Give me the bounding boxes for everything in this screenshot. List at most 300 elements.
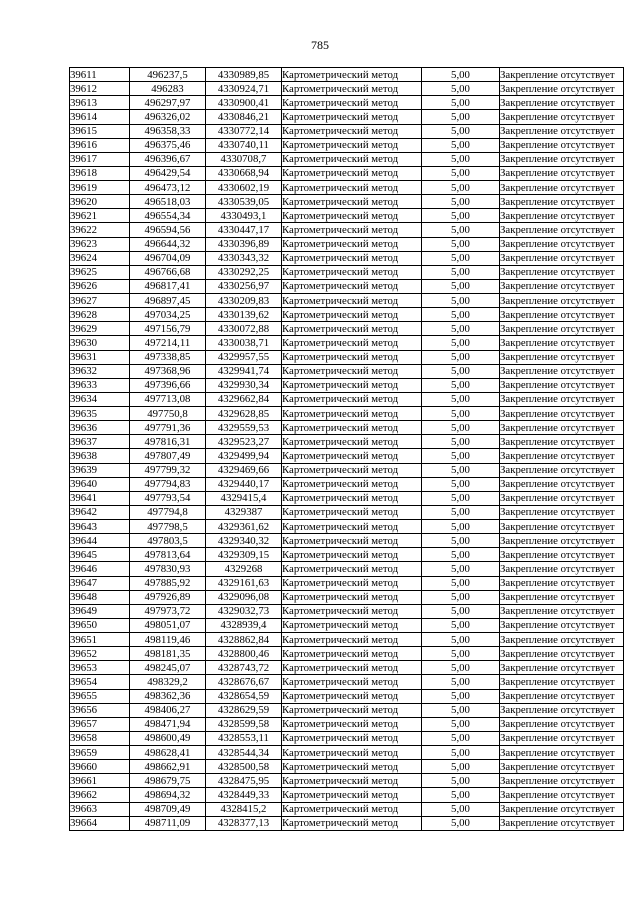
method-cell: Картометрический метод xyxy=(282,308,422,322)
method-cell: Картометрический метод xyxy=(282,364,422,378)
fixation-cell: Закрепление отсутствует xyxy=(500,731,624,745)
accuracy-cell: 5,00 xyxy=(422,534,500,548)
fixation-cell: Закрепление отсутствует xyxy=(500,548,624,562)
accuracy-cell: 5,00 xyxy=(422,322,500,336)
fixation-cell: Закрепление отсутствует xyxy=(500,138,624,152)
fixation-cell: Закрепление отсутствует xyxy=(500,435,624,449)
point-number-cell: 39611 xyxy=(70,68,130,82)
accuracy-cell: 5,00 xyxy=(422,562,500,576)
x-coordinate-cell: 497713,08 xyxy=(130,392,206,406)
accuracy-cell: 5,00 xyxy=(422,181,500,195)
fixation-cell: Закрепление отсутствует xyxy=(500,590,624,604)
x-coordinate-cell: 497338,85 xyxy=(130,350,206,364)
x-coordinate-cell: 498709,49 xyxy=(130,802,206,816)
x-coordinate-cell: 496396,67 xyxy=(130,152,206,166)
accuracy-cell: 5,00 xyxy=(422,294,500,308)
point-number-cell: 39647 xyxy=(70,576,130,590)
y-coordinate-cell: 4329268 xyxy=(206,562,282,576)
x-coordinate-cell: 497034,25 xyxy=(130,308,206,322)
x-coordinate-cell: 497799,32 xyxy=(130,463,206,477)
fixation-cell: Закрепление отсутствует xyxy=(500,661,624,675)
fixation-cell: Закрепление отсутствует xyxy=(500,534,624,548)
accuracy-cell: 5,00 xyxy=(422,110,500,124)
point-number-cell: 39649 xyxy=(70,604,130,618)
accuracy-cell: 5,00 xyxy=(422,223,500,237)
point-number-cell: 39630 xyxy=(70,336,130,350)
method-cell: Картометрический метод xyxy=(282,661,422,675)
method-cell: Картометрический метод xyxy=(282,774,422,788)
fixation-cell: Закрепление отсутствует xyxy=(500,562,624,576)
table-row xyxy=(70,237,624,251)
method-cell: Картометрический метод xyxy=(282,647,422,661)
accuracy-cell: 5,00 xyxy=(422,788,500,802)
point-number-cell: 39618 xyxy=(70,166,130,180)
y-coordinate-cell: 4328654,59 xyxy=(206,689,282,703)
point-number-cell: 39623 xyxy=(70,237,130,251)
y-coordinate-cell: 4329161,63 xyxy=(206,576,282,590)
fixation-cell: Закрепление отсутствует xyxy=(500,308,624,322)
y-coordinate-cell: 4329032,73 xyxy=(206,604,282,618)
point-number-cell: 39660 xyxy=(70,760,130,774)
accuracy-cell: 5,00 xyxy=(422,689,500,703)
table-row xyxy=(70,647,624,661)
fixation-cell: Закрепление отсутствует xyxy=(500,336,624,350)
y-coordinate-cell: 4329559,53 xyxy=(206,421,282,435)
y-coordinate-cell: 4329662,84 xyxy=(206,392,282,406)
method-cell: Картометрический метод xyxy=(282,788,422,802)
point-number-cell: 39652 xyxy=(70,647,130,661)
table-row xyxy=(70,788,624,802)
method-cell: Картометрический метод xyxy=(282,195,422,209)
table-row xyxy=(70,350,624,364)
x-coordinate-cell: 496326,02 xyxy=(130,110,206,124)
accuracy-cell: 5,00 xyxy=(422,633,500,647)
method-cell: Картометрический метод xyxy=(282,265,422,279)
fixation-cell: Закрепление отсутствует xyxy=(500,378,624,392)
y-coordinate-cell: 4329440,17 xyxy=(206,477,282,491)
fixation-cell: Закрепление отсутствует xyxy=(500,463,624,477)
method-cell: Картометрический метод xyxy=(282,166,422,180)
accuracy-cell: 5,00 xyxy=(422,336,500,350)
table-row xyxy=(70,746,624,760)
point-number-cell: 39642 xyxy=(70,505,130,519)
y-coordinate-cell: 4330989,85 xyxy=(206,68,282,82)
fixation-cell: Закрепление отсутствует xyxy=(500,251,624,265)
fixation-cell: Закрепление отсутствует xyxy=(500,802,624,816)
fixation-cell: Закрепление отсутствует xyxy=(500,520,624,534)
method-cell: Картометрический метод xyxy=(282,746,422,760)
point-number-cell: 39613 xyxy=(70,96,130,110)
table-row xyxy=(70,308,624,322)
fixation-cell: Закрепление отсутствует xyxy=(500,223,624,237)
method-cell: Картометрический метод xyxy=(282,703,422,717)
method-cell: Картометрический метод xyxy=(282,138,422,152)
x-coordinate-cell: 497794,8 xyxy=(130,505,206,519)
method-cell: Картометрический метод xyxy=(282,802,422,816)
table-row xyxy=(70,618,624,632)
fixation-cell: Закрепление отсутствует xyxy=(500,760,624,774)
point-number-cell: 39653 xyxy=(70,661,130,675)
y-coordinate-cell: 4329628,85 xyxy=(206,407,282,421)
fixation-cell: Закрепление отсутствует xyxy=(500,279,624,293)
y-coordinate-cell: 4328449,33 xyxy=(206,788,282,802)
x-coordinate-cell: 497368,96 xyxy=(130,364,206,378)
y-coordinate-cell: 4328415,2 xyxy=(206,802,282,816)
table-row xyxy=(70,110,624,124)
x-coordinate-cell: 498119,46 xyxy=(130,633,206,647)
fixation-cell: Закрепление отсутствует xyxy=(500,491,624,505)
point-number-cell: 39643 xyxy=(70,520,130,534)
accuracy-cell: 5,00 xyxy=(422,731,500,745)
accuracy-cell: 5,00 xyxy=(422,576,500,590)
y-coordinate-cell: 4330493,1 xyxy=(206,209,282,223)
table-row xyxy=(70,322,624,336)
x-coordinate-cell: 497885,92 xyxy=(130,576,206,590)
boundary-points-table xyxy=(69,67,624,831)
method-cell: Картометрический метод xyxy=(282,717,422,731)
point-number-cell: 39624 xyxy=(70,251,130,265)
table-row xyxy=(70,82,624,96)
accuracy-cell: 5,00 xyxy=(422,378,500,392)
method-cell: Картометрический метод xyxy=(282,576,422,590)
table-row xyxy=(70,731,624,745)
fixation-cell: Закрепление отсутствует xyxy=(500,364,624,378)
x-coordinate-cell: 497794,83 xyxy=(130,477,206,491)
accuracy-cell: 5,00 xyxy=(422,661,500,675)
point-number-cell: 39662 xyxy=(70,788,130,802)
point-number-cell: 39640 xyxy=(70,477,130,491)
fixation-cell: Закрепление отсутствует xyxy=(500,421,624,435)
point-number-cell: 39645 xyxy=(70,548,130,562)
method-cell: Картометрический метод xyxy=(282,110,422,124)
accuracy-cell: 5,00 xyxy=(422,166,500,180)
x-coordinate-cell: 498362,36 xyxy=(130,689,206,703)
y-coordinate-cell: 4330209,83 xyxy=(206,294,282,308)
y-coordinate-cell: 4329096,08 xyxy=(206,590,282,604)
fixation-cell: Закрепление отсутствует xyxy=(500,604,624,618)
accuracy-cell: 5,00 xyxy=(422,449,500,463)
point-number-cell: 39635 xyxy=(70,407,130,421)
x-coordinate-cell: 497813,64 xyxy=(130,548,206,562)
x-coordinate-cell: 497750,8 xyxy=(130,407,206,421)
accuracy-cell: 5,00 xyxy=(422,237,500,251)
y-coordinate-cell: 4328743,72 xyxy=(206,661,282,675)
point-number-cell: 39641 xyxy=(70,491,130,505)
table-row xyxy=(70,181,624,195)
fixation-cell: Закрепление отсутствует xyxy=(500,152,624,166)
x-coordinate-cell: 497807,49 xyxy=(130,449,206,463)
y-coordinate-cell: 4329340,32 xyxy=(206,534,282,548)
method-cell: Картометрический метод xyxy=(282,279,422,293)
table-row xyxy=(70,152,624,166)
x-coordinate-cell: 496358,33 xyxy=(130,124,206,138)
method-cell: Картометрический метод xyxy=(282,407,422,421)
page-number: 785 xyxy=(311,38,329,52)
accuracy-cell: 5,00 xyxy=(422,590,500,604)
method-cell: Картометрический метод xyxy=(282,181,422,195)
y-coordinate-cell: 4328599,58 xyxy=(206,717,282,731)
accuracy-cell: 5,00 xyxy=(422,195,500,209)
x-coordinate-cell: 496817,41 xyxy=(130,279,206,293)
accuracy-cell: 5,00 xyxy=(422,308,500,322)
method-cell: Картометрический метод xyxy=(282,336,422,350)
accuracy-cell: 5,00 xyxy=(422,717,500,731)
y-coordinate-cell: 4330924,71 xyxy=(206,82,282,96)
point-number-cell: 39633 xyxy=(70,378,130,392)
point-number-cell: 39664 xyxy=(70,816,130,830)
point-number-cell: 39657 xyxy=(70,717,130,731)
x-coordinate-cell: 496429,54 xyxy=(130,166,206,180)
point-number-cell: 39644 xyxy=(70,534,130,548)
accuracy-cell: 5,00 xyxy=(422,96,500,110)
x-coordinate-cell: 497973,72 xyxy=(130,604,206,618)
point-number-cell: 39626 xyxy=(70,279,130,293)
accuracy-cell: 5,00 xyxy=(422,802,500,816)
fixation-cell: Закрепление отсутствует xyxy=(500,124,624,138)
x-coordinate-cell: 498679,75 xyxy=(130,774,206,788)
y-coordinate-cell: 4330038,71 xyxy=(206,336,282,350)
fixation-cell: Закрепление отсутствует xyxy=(500,350,624,364)
table-row xyxy=(70,505,624,519)
x-coordinate-cell: 496766,68 xyxy=(130,265,206,279)
fixation-cell: Закрепление отсутствует xyxy=(500,294,624,308)
accuracy-cell: 5,00 xyxy=(422,760,500,774)
accuracy-cell: 5,00 xyxy=(422,548,500,562)
accuracy-cell: 5,00 xyxy=(422,477,500,491)
fixation-cell: Закрепление отсутствует xyxy=(500,633,624,647)
fixation-cell: Закрепление отсутствует xyxy=(500,237,624,251)
y-coordinate-cell: 4330447,17 xyxy=(206,223,282,237)
x-coordinate-cell: 497791,36 xyxy=(130,421,206,435)
table-row xyxy=(70,675,624,689)
y-coordinate-cell: 4330846,21 xyxy=(206,110,282,124)
accuracy-cell: 5,00 xyxy=(422,774,500,788)
point-number-cell: 39614 xyxy=(70,110,130,124)
table-row xyxy=(70,209,624,223)
method-cell: Картометрический метод xyxy=(282,675,422,689)
point-number-cell: 39639 xyxy=(70,463,130,477)
method-cell: Картометрический метод xyxy=(282,604,422,618)
accuracy-cell: 5,00 xyxy=(422,816,500,830)
table-row xyxy=(70,279,624,293)
table-row xyxy=(70,703,624,717)
fixation-cell: Закрепление отсутствует xyxy=(500,647,624,661)
point-number-cell: 39646 xyxy=(70,562,130,576)
y-coordinate-cell: 4330343,32 xyxy=(206,251,282,265)
x-coordinate-cell: 497926,89 xyxy=(130,590,206,604)
y-coordinate-cell: 4329499,94 xyxy=(206,449,282,463)
method-cell: Картометрический метод xyxy=(282,590,422,604)
x-coordinate-cell: 497798,5 xyxy=(130,520,206,534)
point-number-cell: 39656 xyxy=(70,703,130,717)
x-coordinate-cell: 498181,35 xyxy=(130,647,206,661)
y-coordinate-cell: 4328544,34 xyxy=(206,746,282,760)
y-coordinate-cell: 4328862,84 xyxy=(206,633,282,647)
fixation-cell: Закрепление отсутствует xyxy=(500,746,624,760)
table-body xyxy=(70,68,624,831)
x-coordinate-cell: 498051,07 xyxy=(130,618,206,632)
accuracy-cell: 5,00 xyxy=(422,82,500,96)
point-number-cell: 39631 xyxy=(70,350,130,364)
fixation-cell: Закрепление отсутствует xyxy=(500,477,624,491)
accuracy-cell: 5,00 xyxy=(422,209,500,223)
y-coordinate-cell: 4330539,05 xyxy=(206,195,282,209)
x-coordinate-cell: 498694,32 xyxy=(130,788,206,802)
fixation-cell: Закрепление отсутствует xyxy=(500,265,624,279)
point-number-cell: 39622 xyxy=(70,223,130,237)
method-cell: Картометрический метод xyxy=(282,477,422,491)
fixation-cell: Закрепление отсутствует xyxy=(500,618,624,632)
y-coordinate-cell: 4329415,4 xyxy=(206,491,282,505)
method-cell: Картометрический метод xyxy=(282,152,422,166)
method-cell: Картометрический метод xyxy=(282,68,422,82)
x-coordinate-cell: 496704,09 xyxy=(130,251,206,265)
table-row xyxy=(70,760,624,774)
x-coordinate-cell: 497156,79 xyxy=(130,322,206,336)
accuracy-cell: 5,00 xyxy=(422,618,500,632)
y-coordinate-cell: 4328939,4 xyxy=(206,618,282,632)
accuracy-cell: 5,00 xyxy=(422,604,500,618)
y-coordinate-cell: 4329941,74 xyxy=(206,364,282,378)
fixation-cell: Закрепление отсутствует xyxy=(500,110,624,124)
point-number-cell: 39661 xyxy=(70,774,130,788)
method-cell: Картометрический метод xyxy=(282,96,422,110)
fixation-cell: Закрепление отсутствует xyxy=(500,774,624,788)
table-row xyxy=(70,407,624,421)
method-cell: Картометрический метод xyxy=(282,449,422,463)
point-number-cell: 39616 xyxy=(70,138,130,152)
point-number-cell: 39625 xyxy=(70,265,130,279)
y-coordinate-cell: 4330740,11 xyxy=(206,138,282,152)
x-coordinate-cell: 497793,54 xyxy=(130,491,206,505)
method-cell: Картометрический метод xyxy=(282,223,422,237)
method-cell: Картометрический метод xyxy=(282,689,422,703)
table-row xyxy=(70,166,624,180)
fixation-cell: Закрепление отсутствует xyxy=(500,209,624,223)
method-cell: Картометрический метод xyxy=(282,534,422,548)
table-row xyxy=(70,195,624,209)
point-number-cell: 39637 xyxy=(70,435,130,449)
point-number-cell: 39619 xyxy=(70,181,130,195)
method-cell: Картометрический метод xyxy=(282,548,422,562)
point-number-cell: 39651 xyxy=(70,633,130,647)
x-coordinate-cell: 497396,66 xyxy=(130,378,206,392)
point-number-cell: 39617 xyxy=(70,152,130,166)
fixation-cell: Закрепление отсутствует xyxy=(500,181,624,195)
point-number-cell: 39636 xyxy=(70,421,130,435)
point-number-cell: 39659 xyxy=(70,746,130,760)
table-row xyxy=(70,774,624,788)
y-coordinate-cell: 4330708,7 xyxy=(206,152,282,166)
y-coordinate-cell: 4330772,14 xyxy=(206,124,282,138)
method-cell: Картометрический метод xyxy=(282,435,422,449)
y-coordinate-cell: 4329361,62 xyxy=(206,520,282,534)
y-coordinate-cell: 4330602,19 xyxy=(206,181,282,195)
y-coordinate-cell: 4330072,88 xyxy=(206,322,282,336)
fixation-cell: Закрепление отсутствует xyxy=(500,675,624,689)
table-row xyxy=(70,378,624,392)
table-row xyxy=(70,576,624,590)
table-row xyxy=(70,491,624,505)
table-row xyxy=(70,421,624,435)
y-coordinate-cell: 4330668,94 xyxy=(206,166,282,180)
y-coordinate-cell: 4328553,11 xyxy=(206,731,282,745)
method-cell: Картометрический метод xyxy=(282,251,422,265)
y-coordinate-cell: 4329309,15 xyxy=(206,548,282,562)
table-row xyxy=(70,633,624,647)
y-coordinate-cell: 4330139,62 xyxy=(206,308,282,322)
method-cell: Картометрический метод xyxy=(282,421,422,435)
y-coordinate-cell: 4328500,58 xyxy=(206,760,282,774)
table-row xyxy=(70,124,624,138)
fixation-cell: Закрепление отсутствует xyxy=(500,703,624,717)
y-coordinate-cell: 4330900,41 xyxy=(206,96,282,110)
table-row xyxy=(70,562,624,576)
x-coordinate-cell: 498406,27 xyxy=(130,703,206,717)
method-cell: Картометрический метод xyxy=(282,618,422,632)
table-row xyxy=(70,96,624,110)
fixation-cell: Закрепление отсутствует xyxy=(500,576,624,590)
point-number-cell: 39627 xyxy=(70,294,130,308)
x-coordinate-cell: 498600,49 xyxy=(130,731,206,745)
method-cell: Картометрический метод xyxy=(282,491,422,505)
accuracy-cell: 5,00 xyxy=(422,746,500,760)
table-row xyxy=(70,717,624,731)
fixation-cell: Закрепление отсутствует xyxy=(500,689,624,703)
y-coordinate-cell: 4330396,89 xyxy=(206,237,282,251)
method-cell: Картометрический метод xyxy=(282,209,422,223)
fixation-cell: Закрепление отсутствует xyxy=(500,788,624,802)
point-number-cell: 39629 xyxy=(70,322,130,336)
method-cell: Картометрический метод xyxy=(282,124,422,138)
method-cell: Картометрический метод xyxy=(282,520,422,534)
accuracy-cell: 5,00 xyxy=(422,138,500,152)
accuracy-cell: 5,00 xyxy=(422,265,500,279)
table-row xyxy=(70,392,624,406)
accuracy-cell: 5,00 xyxy=(422,520,500,534)
y-coordinate-cell: 4330256,97 xyxy=(206,279,282,293)
method-cell: Картометрический метод xyxy=(282,505,422,519)
accuracy-cell: 5,00 xyxy=(422,251,500,265)
x-coordinate-cell: 496237,5 xyxy=(130,68,206,82)
table-row xyxy=(70,477,624,491)
x-coordinate-cell: 498662,91 xyxy=(130,760,206,774)
method-cell: Картометрический метод xyxy=(282,760,422,774)
accuracy-cell: 5,00 xyxy=(422,491,500,505)
fixation-cell: Закрепление отсутствует xyxy=(500,322,624,336)
point-number-cell: 39663 xyxy=(70,802,130,816)
table-row xyxy=(70,336,624,350)
method-cell: Картометрический метод xyxy=(282,816,422,830)
accuracy-cell: 5,00 xyxy=(422,279,500,293)
y-coordinate-cell: 4329523,27 xyxy=(206,435,282,449)
method-cell: Картометрический метод xyxy=(282,82,422,96)
table-row xyxy=(70,223,624,237)
point-number-cell: 39638 xyxy=(70,449,130,463)
accuracy-cell: 5,00 xyxy=(422,703,500,717)
table-row xyxy=(70,138,624,152)
y-coordinate-cell: 4329387 xyxy=(206,505,282,519)
y-coordinate-cell: 4329930,34 xyxy=(206,378,282,392)
point-number-cell: 39648 xyxy=(70,590,130,604)
y-coordinate-cell: 4328676,67 xyxy=(206,675,282,689)
accuracy-cell: 5,00 xyxy=(422,505,500,519)
point-number-cell: 39612 xyxy=(70,82,130,96)
table-row xyxy=(70,449,624,463)
y-coordinate-cell: 4328629,59 xyxy=(206,703,282,717)
x-coordinate-cell: 496897,45 xyxy=(130,294,206,308)
x-coordinate-cell: 498628,41 xyxy=(130,746,206,760)
